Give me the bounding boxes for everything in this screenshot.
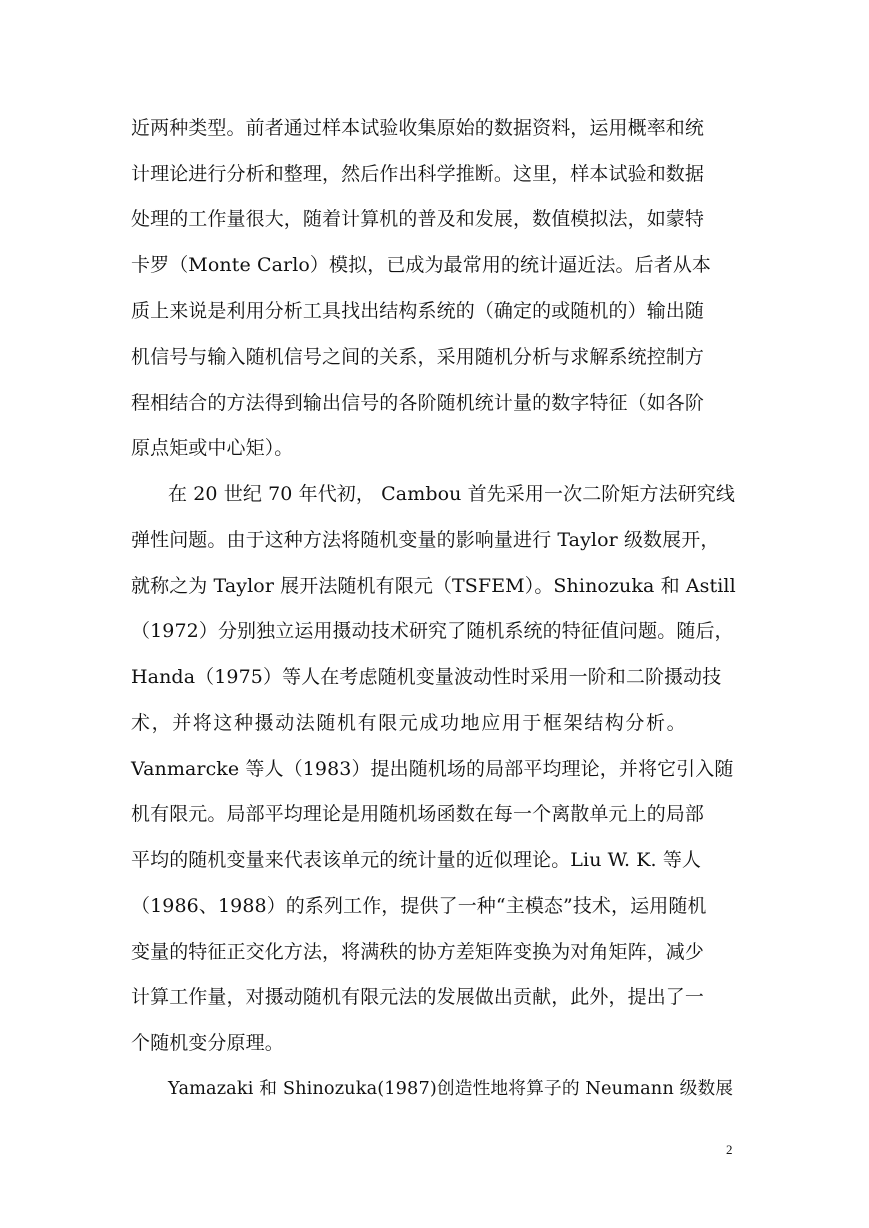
text-line: 质上来说是利用分析工具找出结构系统的（确定的或随机的）输出随 [131, 300, 705, 322]
text-line: 程相结合的方法得到输出信号的各阶随机统计量的数字特征（如各阶 [131, 392, 705, 414]
text-line: 计理论进行分析和整理，然后作出科学推断。这里，样本试验和数据 [131, 163, 705, 185]
text-line: 就称之为 Taylor 展开法随机有限元（TSFEM）。Shinozuka 和 Astill [131, 575, 736, 597]
text-line: 原点矩或中心矩）。 [131, 437, 294, 459]
text-line: Vanmarcke 等人（1983）提出随机场的局部平均理论，并将它引入随 [131, 758, 734, 780]
text-line: 弹性问题。由于这种方法将随机变量的影响量进行 Taylor 级数展开， [131, 529, 720, 551]
text-line: （1986、1988）的系列工作，提供了一种“主模态”技术，运用随机 [131, 895, 707, 917]
text-line: 机有限元。局部平均理论是用随机场函数在每一个离散单元上的局部 [131, 803, 705, 825]
text-line: 近两种类型。前者通过样本试验收集原始的数据资料，运用概率和统 [131, 117, 705, 139]
text-line: 平均的随机变量来代表该单元的统计量的近似理论。Liu W. K. 等人 [131, 849, 702, 871]
text-line: （1972）分别独立运用摄动技术研究了随机系统的特征值问题。随后， [131, 620, 734, 642]
text-line: 机信号与输入随机信号之间的关系，采用随机分析与求解系统控制方 [131, 346, 705, 368]
text-line: 处理的工作量很大，随着计算机的普及和发展，数值模拟法，如蒙特 [131, 208, 705, 230]
text-line: 术，并将这种摄动法随机有限元成功地应用于框架结构分析。 [131, 712, 688, 734]
paragraph-first-line: Yamazaki 和 Shinozuka(1987)创造性地将算子的 Neumann 级数展 [168, 1079, 734, 1099]
text-line: Handa（1975）等人在考虑随机变量波动性时采用一阶和二阶摄动技 [131, 666, 722, 688]
text-line: 个随机变分原理。 [131, 1032, 284, 1054]
text-line: 计算工作量，对摄动随机有限元法的发展做出贡献，此外，提出了一 [131, 986, 705, 1008]
text-line: 卡罗（Monte Carlo）模拟，已成为最常用的统计逼近法。后者从本 [131, 254, 712, 276]
paragraph-first-line: 在 20 世纪 70 年代初， Cambou 首先采用一次二阶矩方法研究线 [168, 483, 736, 505]
text-line: 变量的特征正交化方法，将满秩的协方差矩阵变换为对角矩阵，减少 [131, 941, 705, 963]
page-number: 2 [726, 1142, 733, 1157]
